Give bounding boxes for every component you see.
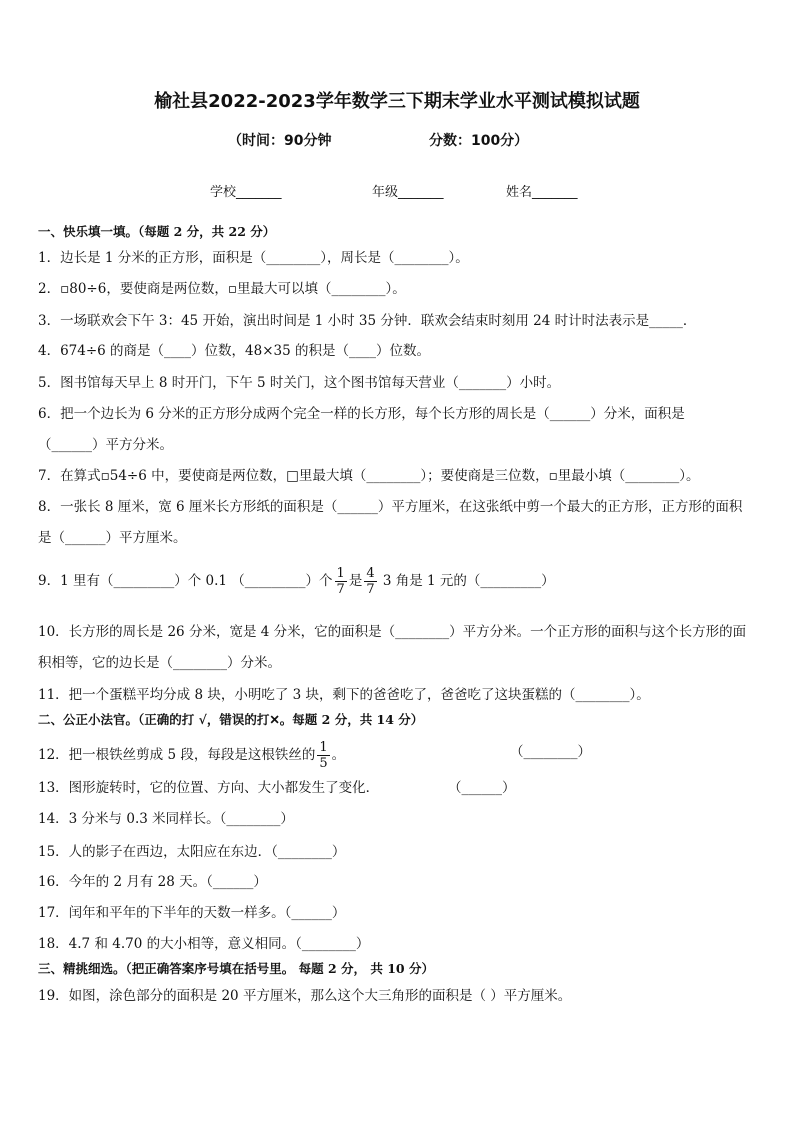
question-9: 9．1 里有（_________）个 0.1 （_________）个 $\frac{1}{7}$ 是 $\frac{4}{7}$ 3 角是 1 元的（_________） xyxy=(38,566,555,597)
question-16: 16．今年的 2 月有 28 天。（______） xyxy=(38,874,267,890)
question-12: 12．把一根铁丝剪成 5 段，每段是这根铁丝的 $\frac{1}{5}$ 。 xyxy=(38,740,346,771)
question-9-part-2: 3 角是 1 元的（_________） xyxy=(378,573,555,589)
question-13: 13．图形旋转时，它的位置、方向、大小都发生了变化． xyxy=(38,780,380,796)
question-8-line-2: 是（______）平方厘米。 xyxy=(38,530,187,546)
question-8-line-1: 8．一张长 8 厘米，宽 6 厘米长方形纸的面积是（______）平方厘米，在这张纸中剪一个最大的正方形，正方形的面积 xyxy=(38,499,743,515)
section-heading-2: 二、公正小法官。（正确的打 √，错误的打✕。每题 2 分，共 14 分） xyxy=(38,712,424,727)
question-17: 17．闰年和平年的下半年的天数一样多。（______） xyxy=(38,905,346,921)
question-2: 2．▫80÷6，要使商是两位数，▫里最大可以填（________）。 xyxy=(38,281,406,297)
grade-field[interactable]: 年级_______ xyxy=(372,185,444,200)
question-10-line-1: 10．长方形的周长是 26 分米，宽是 4 分米，它的面积是（________）平方分米。一个正方形的面积与这个长方形的面 xyxy=(38,624,747,640)
question-12-answer[interactable]: （________） xyxy=(510,744,591,760)
fraction-four-sevenths: $\frac{4}{7}$ xyxy=(366,566,375,597)
question-3: 3．一场联欢会下午 3：45 开始，演出时间是 1 小时 35 分钟．联欢会结束时刻用 24 时计时法表示是_____． xyxy=(38,313,697,329)
section-heading-1: 一、快乐填一填。（每题 2 分，共 22 分） xyxy=(38,224,276,239)
page-title: 榆社县2022-2023学年数学三下期末学业水平测试模拟试题 xyxy=(154,91,640,112)
question-14: 14．3 分米与 0.3 米同样长。（________） xyxy=(38,811,294,827)
question-6-line-1: 6．把一个边长为 6 分米的正方形分成两个完全一样的长方形，每个长方形的周长是（______）分米，面积是 xyxy=(38,406,685,422)
exam-time-score: （时间：90分钟 分数：100分） xyxy=(228,133,529,149)
school-field[interactable]: 学校_______ xyxy=(210,185,282,200)
fraction-one-seventh: $\frac{1}{7}$ xyxy=(336,566,345,597)
question-15: 15．人的影子在西边，太阳应在东边．（________） xyxy=(38,844,346,860)
question-4: 4．674÷6 的商是（____）位数，48×35 的积是（____）位数。 xyxy=(38,343,431,359)
question-13-answer[interactable]: （______） xyxy=(448,780,516,796)
question-7: 7．在算式▫54÷6 中，要使商是两位数，□里最大填（________）；要使商是三位数，▫里最小填（________）。 xyxy=(38,468,700,484)
question-10-line-2: 积相等，它的边长是（________）分米。 xyxy=(38,655,281,671)
question-18: 18．4.7 和 4.70 的大小相等，意义相同。（________） xyxy=(38,936,370,952)
question-9-part-1: 9．1 里有（_________）个 0.1 （_________）个 xyxy=(38,573,333,589)
fraction-one-fifth: $\frac{1}{5}$ xyxy=(319,740,328,771)
question-6-line-2: （______）平方分米。 xyxy=(38,437,173,453)
name-field[interactable]: 姓名_______ xyxy=(506,185,578,200)
section-heading-3: 三、精挑细选。（把正确答案序号填在括号里。 每题 2 分， 共 10 分） xyxy=(38,961,434,976)
question-5: 5．图书馆每天早上 8 时开门，下午 5 时关门，这个图书馆每天营业（_______）小时。 xyxy=(38,375,561,391)
question-1: 1．边长是 1 分米的正方形，面积是（________），周长是（________）。 xyxy=(38,250,469,266)
question-19: 19．如图，涂色部分的面积是 20 平方厘米，那么这个大三角形的面积是（ ）平方厘米。 xyxy=(38,988,572,1004)
question-11: 11．把一个蛋糕平均分成 8 块，小明吃了 3 块，剩下的爸爸吃了，爸爸吃了这块蛋糕的（________）。 xyxy=(38,687,650,703)
